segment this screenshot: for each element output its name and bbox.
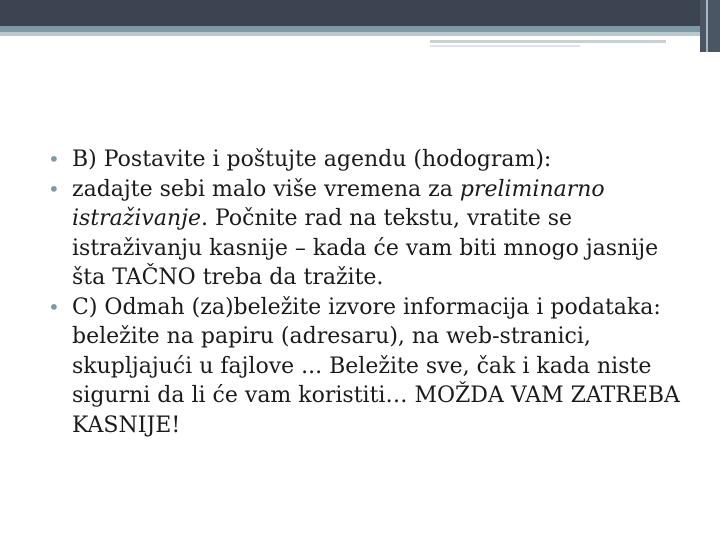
bullet-item-agenda — [48, 145, 693, 175]
header-bar — [0, 0, 700, 26]
bullet-text-start: zadajte sebi malo više vremena za — [72, 176, 460, 202]
bullet-text-end: . Počnite rad na tekstu, vratite se istraživanju kasnije – kada će vam biti mnogo jasnije šta TAČNO treba da tražite. — [72, 206, 659, 290]
header-rule-short — [430, 45, 580, 47]
bullet-item-sources — [48, 293, 693, 441]
bullet-text: C) Odmah (za)beležite izvore informacija i podataka: beležite na papiru (adresaru), na web-stranici, skupljajući u fajlove ... Beležite sve, čak i kada niste sigurni da li će vam koristiti… MOŽDA VAM ZATREBA KASNIJE! — [72, 294, 680, 438]
bullet-icon: • — [48, 294, 60, 319]
header-rule-long — [430, 40, 666, 43]
bullet-text-italic: preliminarno istraživanje — [72, 176, 605, 231]
bullet-item-research — [48, 175, 693, 293]
slide-body — [48, 145, 693, 440]
bullet-icon: • — [48, 147, 60, 171]
bullet-icon: • — [48, 176, 60, 201]
bullet-text: B) Postavite i poštujte agendu (hodogram): — [72, 147, 552, 172]
corner-decoration — [700, 0, 720, 52]
header-light-stripe — [0, 32, 700, 36]
